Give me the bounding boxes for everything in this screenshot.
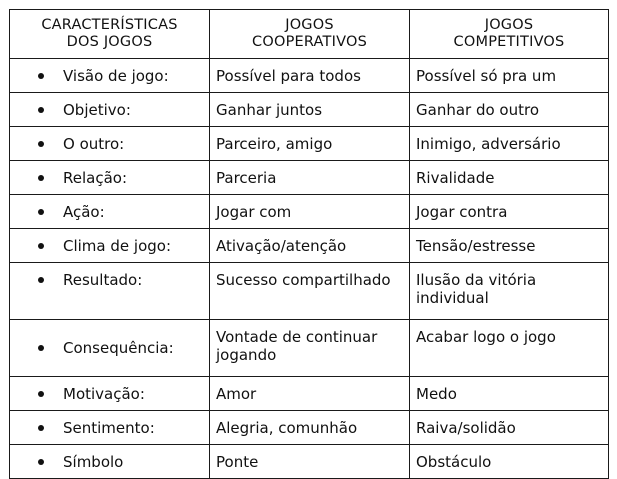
- table-row: [10, 93, 609, 127]
- comparison-table-container: [9, 9, 609, 479]
- competitive-cell: Raiva/solidão: [410, 411, 609, 445]
- feature-cell: Relação:: [10, 161, 210, 195]
- cooperative-cell: Ponte: [210, 445, 410, 479]
- header-characteristics: CARACTERÍSTICAS DOS JOGOS: [10, 10, 210, 59]
- table-row: [10, 411, 609, 445]
- feature-cell: Motivação:: [10, 377, 210, 411]
- competitive-cell: Acabar logo o jogo: [410, 320, 609, 377]
- feature-cell: Objetivo:: [10, 93, 210, 127]
- bullet-icon: [38, 175, 44, 181]
- bullet-icon: [38, 345, 44, 351]
- cooperative-cell: Amor: [210, 377, 410, 411]
- competitive-cell: Possível só pra um: [410, 59, 609, 93]
- header-row: [10, 10, 609, 59]
- cooperative-cell: Ativação/atenção: [210, 229, 410, 263]
- bullet-icon: [38, 425, 44, 431]
- feature-cell: Consequência:: [10, 320, 210, 377]
- table-row: [10, 195, 609, 229]
- table-row: [10, 377, 609, 411]
- bullet-icon: [38, 277, 44, 283]
- header-cooperative-games: JOGOS COOPERATIVOS: [210, 10, 410, 59]
- cooperative-cell: Possível para todos: [210, 59, 410, 93]
- competitive-cell: Inimigo, adversário: [410, 127, 609, 161]
- competitive-cell: Tensão/estresse: [410, 229, 609, 263]
- cooperative-cell: Vontade de continuar jogando: [210, 320, 410, 377]
- cooperative-cell: Alegria, comunhão: [210, 411, 410, 445]
- competitive-cell: Rivalidade: [410, 161, 609, 195]
- table-row: [10, 263, 609, 320]
- competitive-cell: Ilusão da vitória individual: [410, 263, 609, 320]
- competitive-cell: Ganhar do outro: [410, 93, 609, 127]
- feature-cell: Visão de jogo:: [10, 59, 210, 93]
- header-competitive-games: JOGOS COMPETITIVOS: [410, 10, 609, 59]
- table-row: [10, 127, 609, 161]
- table-row: [10, 59, 609, 93]
- feature-cell: Símbolo: [10, 445, 210, 479]
- table-row: [10, 320, 609, 377]
- competitive-cell: Medo: [410, 377, 609, 411]
- feature-cell: Clima de jogo:: [10, 229, 210, 263]
- bullet-icon: [38, 243, 44, 249]
- cooperative-cell: Ganhar juntos: [210, 93, 410, 127]
- competitive-cell: Jogar contra: [410, 195, 609, 229]
- cooperative-cell: Jogar com: [210, 195, 410, 229]
- feature-cell: Ação:: [10, 195, 210, 229]
- cooperative-cell: Sucesso compartilhado: [210, 263, 410, 320]
- comparison-table: [9, 9, 609, 479]
- bullet-icon: [38, 209, 44, 215]
- table-row: [10, 161, 609, 195]
- cooperative-cell: Parceria: [210, 161, 410, 195]
- feature-cell: Sentimento:: [10, 411, 210, 445]
- competitive-cell: Obstáculo: [410, 445, 609, 479]
- cooperative-cell: Parceiro, amigo: [210, 127, 410, 161]
- feature-cell: O outro:: [10, 127, 210, 161]
- bullet-icon: [38, 141, 44, 147]
- bullet-icon: [38, 107, 44, 113]
- feature-cell: Resultado:: [10, 263, 210, 320]
- bullet-icon: [38, 73, 44, 79]
- bullet-icon: [38, 459, 44, 465]
- table-row: [10, 445, 609, 479]
- bullet-icon: [38, 391, 44, 397]
- table-row: [10, 229, 609, 263]
